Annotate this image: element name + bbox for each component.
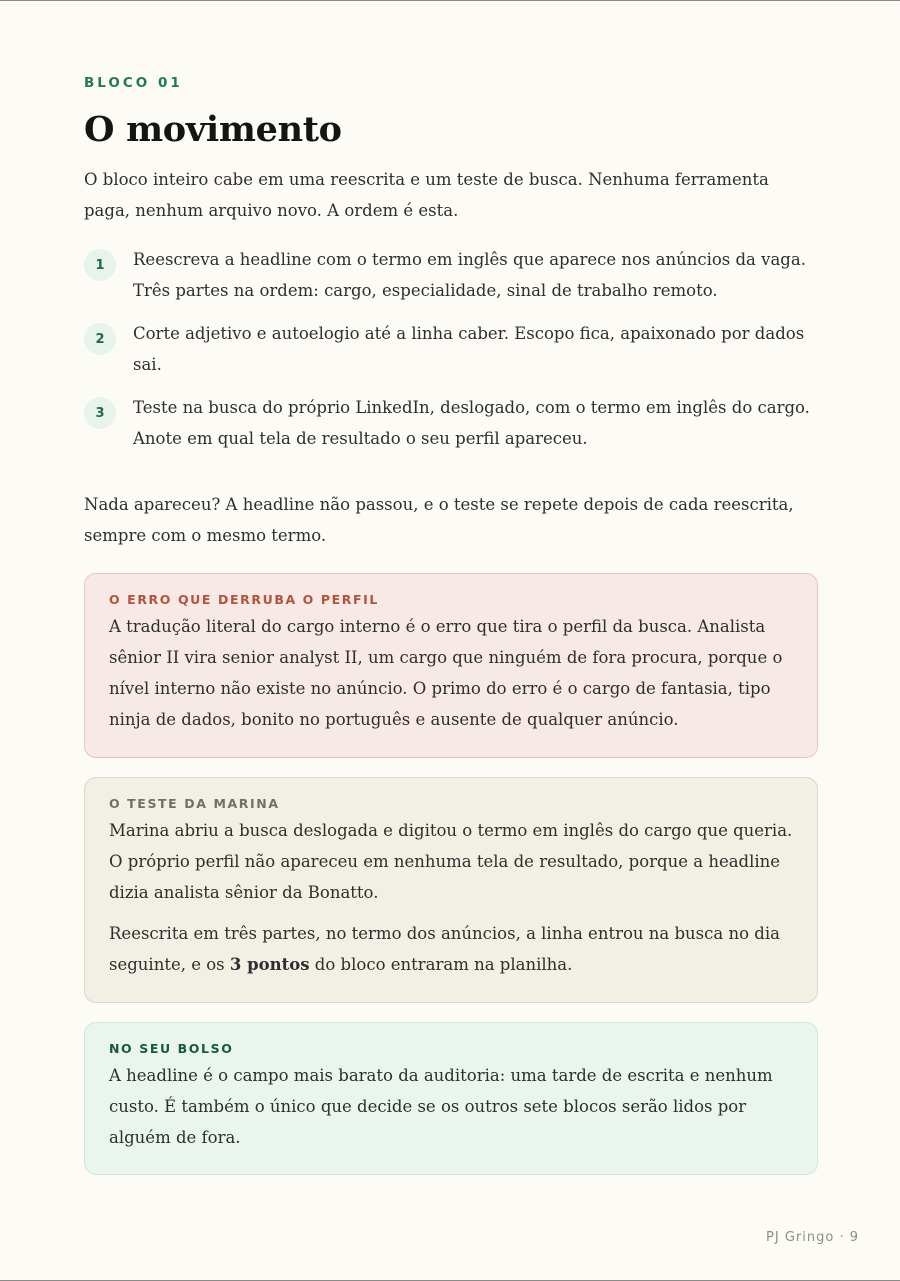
callout-label: NO SEU BOLSO: [109, 1041, 234, 1056]
callout-label: O TESTE DA MARINA: [109, 796, 280, 811]
step-text: Corte adjetivo e autoelogio até a linha caber. Escopo fica, apaixonado por dados sai.: [133, 324, 805, 374]
text-run: do bloco entraram na planilha.: [309, 955, 573, 974]
list-item: [84, 318, 818, 380]
callout-text: Marina abriu a busca deslogada e digitou o termo em inglês do cargo que queria. O próprio perfil não apareceu em nenhuma tela de resultado, porque a headline dizia analista sênior da Bonatto.: [109, 821, 793, 902]
step-number-badge: 2: [84, 323, 116, 355]
step-number-badge: 1: [84, 249, 116, 281]
text-run: Reescrita em três partes, no termo dos anúncios, a linha entrou na busca no dia seguinte, e os: [109, 924, 780, 974]
story-callout: [84, 777, 818, 1003]
highlight-points: 3 pontos: [229, 955, 310, 974]
step-text: Reescreva a headline com o termo em inglês que aparece nos anúncios da vaga. Três partes na ordem: cargo, especialidade, sinal de trabalho remoto.: [133, 250, 806, 300]
after-steps-paragraph: Nada apareceu? A headline não passou, e o teste se repete depois de cada reescrita, sempre com o mesmo termo.: [84, 495, 794, 545]
intro-paragraph: O bloco inteiro cabe em uma reescrita e um teste de busca. Nenhuma ferramenta paga, nenhum arquivo novo. A ordem é esta.: [84, 170, 769, 220]
page-footer: PJ Gringo · 9: [766, 1230, 859, 1245]
callout-label: O ERRO QUE DERRUBA O PERFIL: [109, 592, 379, 607]
step-number-badge: 3: [84, 397, 116, 429]
section-eyebrow: BLOCO 01: [84, 75, 183, 91]
page-title: O movimento: [84, 109, 342, 150]
callout-text: [109, 918, 793, 980]
pocket-callout: [84, 1022, 818, 1175]
steps-list: [84, 244, 818, 466]
callout-text: A tradução literal do cargo interno é o erro que tira o perfil da busca. Analista sênior II vira senior analyst II, um cargo que ninguém de fora procura, porque o nível interno não existe no anúncio. O primo do erro é o cargo de fantasia, tipo ninja de dados, bonito no português e ausente de qualquer anúncio.: [109, 617, 783, 729]
list-item: [84, 392, 818, 454]
list-item: [84, 244, 818, 306]
warning-callout: [84, 573, 818, 758]
step-text: Teste na busca do próprio LinkedIn, deslogado, com o termo em inglês do cargo. Anote em qual tela de resultado o seu perfil apareceu.: [133, 398, 810, 448]
callout-text: A headline é o campo mais barato da auditoria: uma tarde de escrita e nenhum custo. É também o único que decide se os outros sete blocos serão lidos por alguém de fora.: [109, 1066, 773, 1147]
